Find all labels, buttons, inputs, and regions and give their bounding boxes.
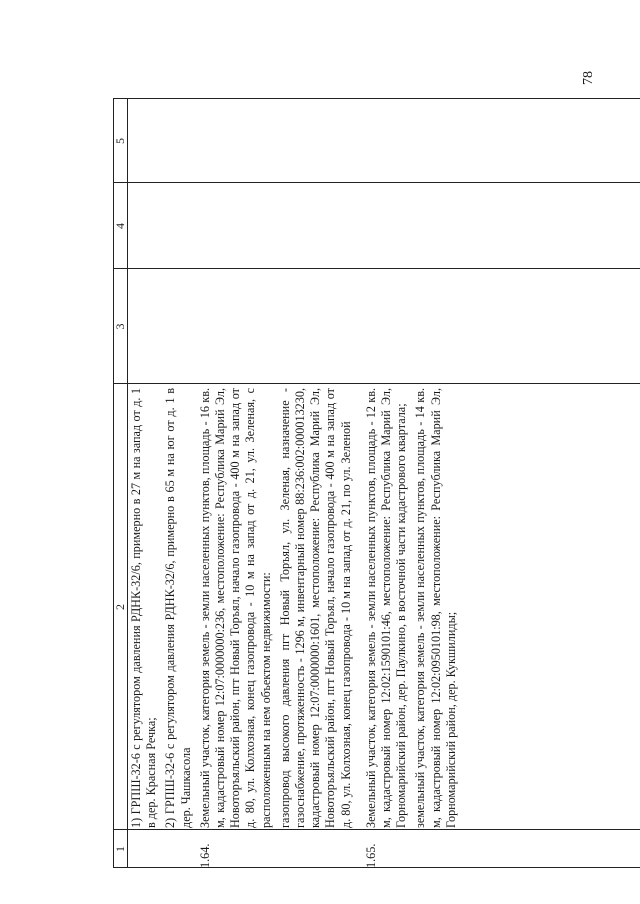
row-paragraph: земельный участок, категория земель - земли населенных пунктов, площадь - 14 кв. м, кадастровый номер 12:02:0950101:98, местоположение: Республика Марий Эл, Горномарийский район, дер. Кукшилиды; xyxy=(413,388,458,828)
row-paragraph: Земельный участок, категория земель - земли населенных пунктов, площадь - 16 кв. м, кадастровый номер 12:07:0000000:236, местоположение: Республика Марий Эл, Новоторъяльский район, пгт Новый Торъял, начало газопровода - 400 м на запад от д. 80, ул. Колхозная, конец газопровода - 10 м на запад от д. 21, ул. Зеленая, с расположенным на нем объектом недвижимости: xyxy=(197,388,273,828)
row-paragraph: 2) ГРПШ-32-6 с регулятором давления РДНК-32/6, примерно в 65 м на юг от д. 1 в дер. Чашкасола xyxy=(163,388,193,828)
row-number: 1.65. xyxy=(363,843,378,868)
rotated-table xyxy=(113,98,640,868)
table-row xyxy=(363,388,459,868)
header-col-4: 4 xyxy=(113,223,127,229)
header-col-5: 5 xyxy=(113,138,127,144)
header-col-3: 3 xyxy=(113,323,127,330)
col-border xyxy=(113,182,640,183)
table-header-rule xyxy=(127,98,128,868)
header-col-1: 1 xyxy=(113,846,127,852)
row-paragraph: Земельный участок, категория земель - земли населенных пунктов, площадь - 12 кв. м, кадастровый номер 12:02:1590101:46, местоположение: Республика Марий Эл, Горномарийский район, дер. Паулкино, в восточной части кадастрового квартала; xyxy=(363,388,409,828)
header-col-2: 2 xyxy=(113,604,127,610)
table-row xyxy=(197,388,354,868)
col-border xyxy=(113,98,640,99)
row-paragraph: газопровод высокого давления пгт Новый Торъял, ул. Зеленая, назначение - газоснабжение, протяженность - 1296 м, инвентарный номер 88:236:002:000013230, кадастровый номер 12:07:0000000:1601, местоположение: Республика Марий Эл, Новоторъяльский район, пгт Новый Торъял, начало газопровода - 400 м на запад от д. 80, ул. Колхозная, конец газопровода - 10 м на запад от д. 21, по ул. Зеленой xyxy=(277,388,353,828)
row-paragraph: 1) ГРПШ-32-6 с регулятором давления РДНК-32/6, примерно в 27 м на запад от д. 1 в дер. Красная Речка; xyxy=(129,388,159,828)
page-number: 78 xyxy=(581,71,596,85)
row-number: 1.64. xyxy=(197,843,212,868)
col-border xyxy=(113,383,640,384)
description-column xyxy=(129,388,463,868)
table-row xyxy=(129,388,194,828)
col-border xyxy=(113,268,640,269)
